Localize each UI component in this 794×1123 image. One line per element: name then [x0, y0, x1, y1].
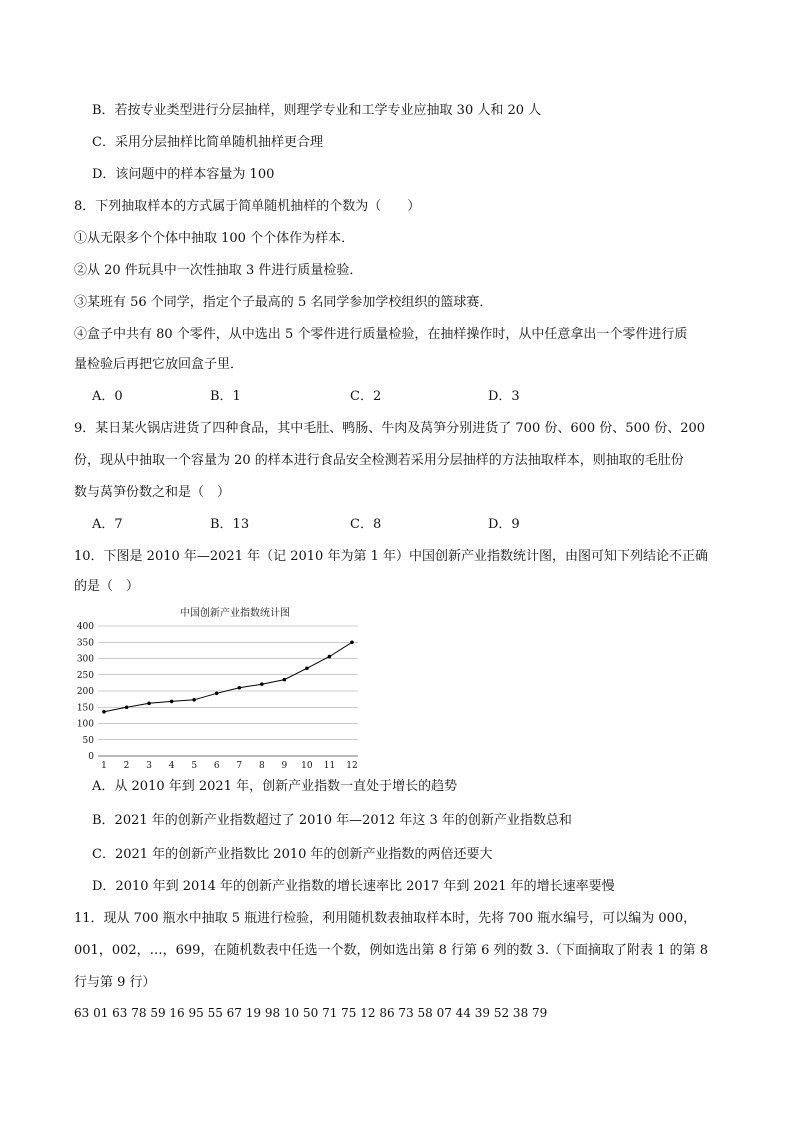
- data-point-11: [328, 655, 332, 659]
- q11-line-1: 11．现从 700 瓶水中抽取 5 瓶进行检验，利用随机数表抽取样本时，先将 700 瓶水编号，可以编为 000，: [74, 911, 697, 926]
- q8-option-b: B．1: [210, 389, 241, 404]
- q11-line-3: 行与第 9 行）: [74, 975, 156, 990]
- x-tick-label-5: 5: [191, 761, 198, 771]
- x-tick-label-2: 2: [123, 761, 130, 771]
- q8-option-c: C．2: [350, 389, 382, 404]
- y-tick-label-150: 150: [76, 703, 94, 714]
- q8-stem: 8．下列抽取样本的方式属于简单随机抽样的个数为（ ）: [74, 199, 421, 214]
- data-point-3: [147, 702, 151, 706]
- y-tick-label-350: 350: [76, 638, 94, 649]
- x-tick-label-1: 1: [101, 761, 107, 771]
- q8-option-a: A．0: [92, 389, 123, 404]
- q7-option-b: B．若按专业类型进行分层抽样，则理学专业和工学专业应抽取 30 人和 20 人: [92, 103, 542, 118]
- series-line: [104, 642, 352, 712]
- x-tick-label-7: 7: [236, 761, 243, 771]
- x-tick-label-3: 3: [146, 761, 152, 771]
- data-point-4: [170, 700, 174, 704]
- x-tick-label-10: 10: [301, 761, 313, 771]
- q8-item-2: ②从 20 件玩具中一次性抽取 3 件进行质量检验．: [74, 263, 363, 278]
- x-tick-label-12: 12: [346, 761, 358, 771]
- y-tick-label-200: 200: [76, 687, 94, 697]
- q10-option-d: D．2010 年到 2014 年的创新产业指数的增长速率比 2017 年到 2021 年的增长速率要慢: [92, 879, 615, 894]
- data-point-5: [192, 698, 196, 702]
- q8-item-4-cont: 量检验后再把它放回盒子里．: [74, 357, 244, 372]
- q9-line-1: 9．某日某火锅店进货了四种食品，其中毛肚、鸭肠、牛肉及莴笋分别进货了 700 份、600 份、500 份、200: [74, 421, 706, 436]
- x-tick-label-9: 9: [281, 761, 288, 771]
- data-point-9: [283, 678, 287, 682]
- q9-option-b: B．13: [210, 517, 250, 532]
- x-tick-label-6: 6: [213, 761, 220, 771]
- q10-line-1: 10．下图是 2010 年—2021 年（记 2010 年为第 1 年）中国创新产业指数统计图，由图可知下列结论不正确: [74, 549, 708, 564]
- x-tick-label-4: 4: [168, 761, 175, 771]
- q9-line-3: 数与莴笋份数之和是（ ）: [74, 485, 231, 500]
- y-tick-label-300: 300: [76, 654, 94, 665]
- data-point-10: [305, 666, 309, 670]
- q9-option-d: D．9: [488, 517, 520, 532]
- data-point-8: [260, 682, 264, 686]
- q7-option-c: C．采用分层抽样比简单随机抽样更合理: [92, 135, 323, 150]
- q10-option-a: A．从 2010 年到 2021 年，创新产业指数一直处于增长的趋势: [92, 779, 458, 794]
- x-tick-label-8: 8: [258, 761, 265, 771]
- q7-option-d: D．该问题中的样本容量为 100: [92, 167, 275, 182]
- y-tick-label-400: 400: [76, 622, 94, 632]
- data-point-2: [125, 705, 129, 709]
- y-tick-label-250: 250: [76, 670, 94, 681]
- q8-item-1: ①从无限多个个体中抽取 100 个个体作为样本．: [74, 231, 355, 246]
- q9-option-a: A．7: [92, 517, 123, 532]
- y-tick-label-0: 0: [88, 752, 94, 762]
- q11-line-2: 001，002，…，699，在随机数表中任选一个数，例如选出第 8 行第 6 列的数 3.（下面摘取了附表 1 的第 8: [74, 943, 708, 958]
- q9-line-2: 份，现从中抽取一个容量为 20 的样本进行食品安全检测若采用分层抽样的方法抽取样本，则抽取的毛肚份: [74, 453, 684, 468]
- innovation-index-chart: [66, 602, 366, 772]
- q8-option-d: D．3: [488, 389, 520, 404]
- data-point-12: [350, 640, 354, 644]
- y-tick-label-50: 50: [82, 735, 94, 746]
- data-point-1: [102, 710, 106, 714]
- chart-title: 中国创新产业指数统计图: [180, 608, 290, 619]
- chart-x-tick-labels: [101, 761, 358, 771]
- chart-y-tick-labels: [77, 622, 94, 762]
- data-point-6: [215, 691, 219, 695]
- q10-option-b: B．2021 年的创新产业指数超过了 2010 年—2012 年这 3 年的创新产业指数总和: [92, 813, 572, 828]
- y-tick-label-100: 100: [76, 719, 94, 730]
- q10-line-2: 的是（ ）: [74, 579, 140, 594]
- data-point-7: [237, 686, 241, 690]
- q8-item-3: ③某班有 56 个同学，指定个子最高的 5 名同学参加学校组织的篮球赛．: [74, 295, 493, 310]
- x-tick-label-11: 11: [323, 761, 336, 771]
- q11-random-number-row: 63 01 63 78 59 16 95 55 67 19 98 10 50 71 75 12 86 73 58 07 44 39 52 38 79: [74, 1006, 548, 1020]
- q10-option-c: C．2021 年的创新产业指数比 2010 年的创新产业指数的两倍还要大: [92, 847, 493, 862]
- chart-series: [102, 640, 354, 713]
- q8-item-4: ④盒子中共有 80 个零件，从中选出 5 个零件进行质量检验，在抽样操作时，从中任意拿出一个零件进行质: [74, 327, 688, 342]
- q9-option-c: C．8: [350, 517, 382, 532]
